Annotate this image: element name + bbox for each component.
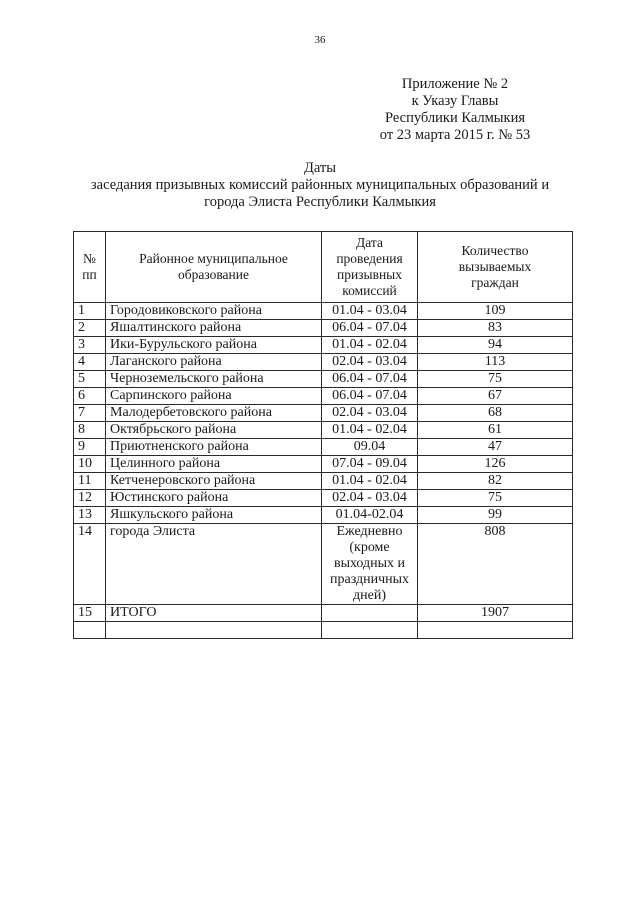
cell-date: 01.04 - 03.04 [322, 303, 418, 320]
cell-district: Октябрьского района [106, 422, 322, 439]
cell-num: 9 [74, 439, 106, 456]
cell-total-count: 1907 [418, 605, 573, 622]
cell-date: 01.04 - 02.04 [322, 337, 418, 354]
cell-district: Лаганского района [106, 354, 322, 371]
cell-empty [418, 622, 573, 639]
header-num: № пп [74, 232, 106, 303]
cell-district: Яшалтинского района [106, 320, 322, 337]
table-row [74, 405, 573, 422]
cell-date: 06.04 - 07.04 [322, 388, 418, 405]
cell-empty [322, 622, 418, 639]
cell-num: 12 [74, 490, 106, 507]
cell-date: 01.04 - 02.04 [322, 422, 418, 439]
table-row [74, 439, 573, 456]
appendix-line: Республики Калмыкия [384, 110, 526, 126]
cell-date: 06.04 - 07.04 [322, 320, 418, 337]
header-date: Дата проведения призывных комиссий [322, 232, 418, 303]
cell-date: Ежедневно (кроме выходных и праздничных дней) [322, 524, 418, 605]
appendix-line: к Указу Главы [411, 93, 499, 109]
cell-count: 109 [418, 303, 573, 320]
cell-count: 67 [418, 388, 573, 405]
cell-total-label: ИТОГО [106, 605, 322, 622]
cell-num: 5 [74, 371, 106, 388]
cell-district: Целинного района [106, 456, 322, 473]
cell-count: 126 [418, 456, 573, 473]
title-line: заседания призывных комиссий районных муниципальных образований и [90, 177, 550, 193]
table-row [74, 456, 573, 473]
cell-count: 113 [418, 354, 573, 371]
cell-date: 02.04 - 03.04 [322, 354, 418, 371]
cell-count: 82 [418, 473, 573, 490]
cell-num: 15 [74, 605, 106, 622]
cell-num: 13 [74, 507, 106, 524]
commission-dates-table [73, 231, 573, 639]
cell-date: 06.04 - 07.04 [322, 371, 418, 388]
cell-count: 808 [418, 524, 573, 605]
cell-num: 10 [74, 456, 106, 473]
cell-district: Черноземельского района [106, 371, 322, 388]
cell-district: Приютненского района [106, 439, 322, 456]
cell-count: 47 [418, 439, 573, 456]
table-row [74, 388, 573, 405]
cell-count: 68 [418, 405, 573, 422]
table-row [74, 354, 573, 371]
table-row [74, 303, 573, 320]
cell-date: 01.04-02.04 [322, 507, 418, 524]
cell-district: Яшкульского района [106, 507, 322, 524]
cell-empty [74, 622, 106, 639]
cell-num: 1 [74, 303, 106, 320]
cell-count: 99 [418, 507, 573, 524]
document-title [40, 160, 600, 211]
table-row [74, 473, 573, 490]
cell-district: Юстинского района [106, 490, 322, 507]
cell-num: 3 [74, 337, 106, 354]
table-row [74, 507, 573, 524]
table-row-empty [74, 622, 573, 639]
table-row [74, 320, 573, 337]
page-number: 36 [314, 34, 326, 46]
cell-num: 6 [74, 388, 106, 405]
cell-date: 02.04 - 03.04 [322, 405, 418, 422]
table-header-row [74, 232, 573, 303]
cell-district: Ики-Бурульского района [106, 337, 322, 354]
cell-district: Малодербетовского района [106, 405, 322, 422]
header-district: Районное муниципальное образование [106, 232, 322, 303]
cell-district: города Элиста [106, 524, 322, 605]
table-row [74, 422, 573, 439]
cell-num: 14 [74, 524, 106, 605]
cell-date: 01.04 - 02.04 [322, 473, 418, 490]
table-row [74, 371, 573, 388]
cell-date: 09.04 [322, 439, 418, 456]
cell-date: 07.04 - 09.04 [322, 456, 418, 473]
cell-num: 11 [74, 473, 106, 490]
cell-count: 75 [418, 371, 573, 388]
table-row-total [74, 605, 573, 622]
table-row [74, 337, 573, 354]
cell-num: 8 [74, 422, 106, 439]
cell-count: 75 [418, 490, 573, 507]
cell-date [322, 605, 418, 622]
appendix-line: Приложение № 2 [401, 76, 509, 92]
cell-date: 02.04 - 03.04 [322, 490, 418, 507]
cell-num: 7 [74, 405, 106, 422]
cell-num: 2 [74, 320, 106, 337]
table-row-elista [74, 524, 573, 605]
title-line: города Элиста Республики Калмыкия [204, 194, 436, 210]
cell-district: Кетченеровского района [106, 473, 322, 490]
table-row [74, 490, 573, 507]
appendix-block [340, 76, 570, 144]
header-count: Количество вызываемых граждан [418, 232, 573, 303]
cell-empty [106, 622, 322, 639]
cell-district: Сарпинского района [106, 388, 322, 405]
cell-count: 94 [418, 337, 573, 354]
table-body [74, 303, 573, 639]
title-line: Даты [303, 160, 337, 176]
cell-count: 61 [418, 422, 573, 439]
cell-count: 83 [418, 320, 573, 337]
cell-num: 4 [74, 354, 106, 371]
cell-district: Городовиковского района [106, 303, 322, 320]
appendix-line: от 23 марта 2015 г. № 53 [379, 127, 531, 143]
